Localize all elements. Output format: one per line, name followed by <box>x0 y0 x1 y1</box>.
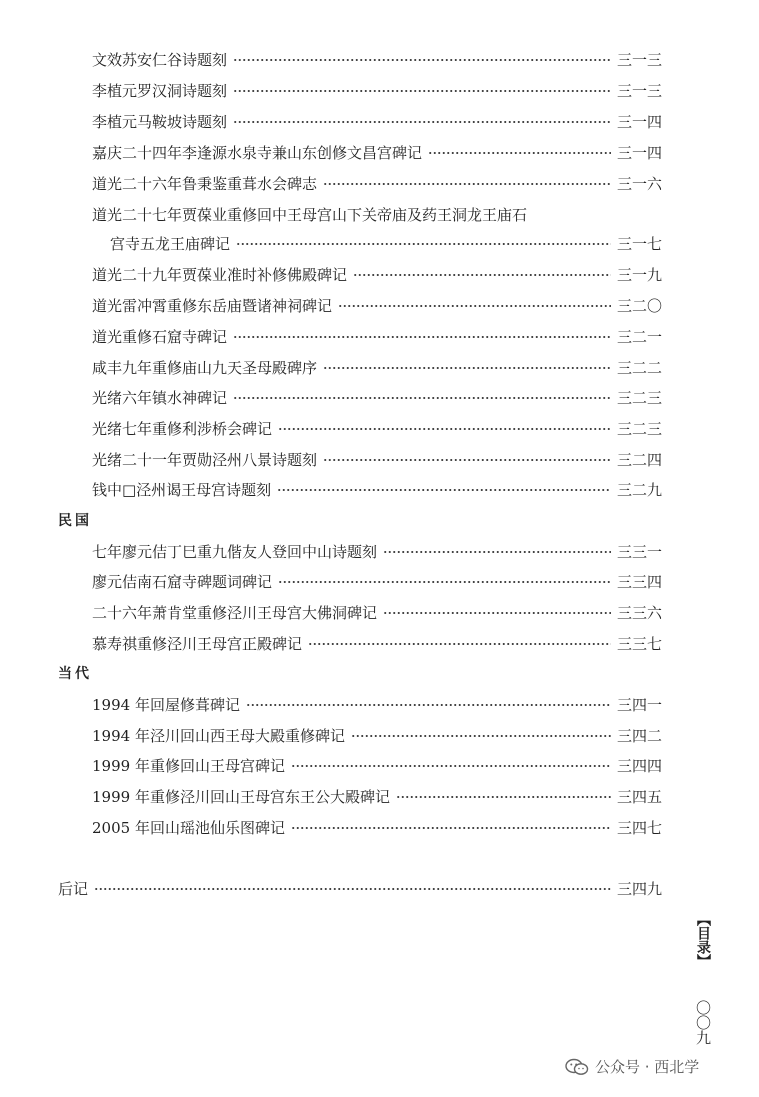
section-heading-minguo: 民国 <box>58 513 92 529</box>
watermark <box>565 1056 699 1077</box>
toc-entry <box>92 50 662 70</box>
entry-title: 钱中□泾州谒王母宫诗题刻 <box>92 481 272 499</box>
running-head: 【目录】 <box>695 912 711 968</box>
toc-entry <box>92 542 662 562</box>
entry-title: 2005 年回山瑶池仙乐图碑记 <box>92 819 285 837</box>
entry-title: 廖元佶南石窟寺碑题词碑记 <box>92 573 273 591</box>
watermark-text: 公众号 · 西北学 <box>595 1058 700 1076</box>
entry-title-line1: 道光二十七年贾葆业重修回中王母宫山下关帝庙及药王洞龙王庙石 <box>92 206 528 224</box>
toc-entry <box>92 265 662 285</box>
entry-page: 三三四 <box>616 573 662 591</box>
dot-leader <box>291 826 611 830</box>
entry-page: 三一九 <box>616 266 662 284</box>
entry-page: 三四五 <box>616 788 662 806</box>
toc-entry <box>92 726 662 746</box>
dot-leader <box>233 335 611 339</box>
entry-page: 三一三 <box>616 51 662 69</box>
dot-leader <box>94 887 611 891</box>
entry-title: 慕寿祺重修泾川王母宫正殿碑记 <box>92 635 303 653</box>
entry-page: 三四九 <box>616 880 662 898</box>
toc-entry <box>92 81 662 101</box>
toc-entry <box>92 143 662 163</box>
entry-page: 三三一 <box>616 543 662 561</box>
entry-title: 光绪六年镇水神碑记 <box>92 389 228 407</box>
toc-entry <box>92 388 662 408</box>
entry-title: 道光重修石窟寺碑记 <box>92 328 228 346</box>
toc-entry <box>92 450 662 470</box>
entry-page: 三二二 <box>616 359 662 377</box>
dot-leader <box>308 642 611 646</box>
toc-entry <box>92 787 662 807</box>
entry-title: 后记 <box>58 880 89 898</box>
entry-title: 文效苏安仁谷诗题刻 <box>92 51 228 69</box>
dot-leader <box>233 89 611 93</box>
page-number: 〇〇九 <box>694 1000 712 1045</box>
toc-entry-afterword <box>58 879 662 899</box>
entry-title: 咸丰九年重修庙山九天圣母殿碑序 <box>92 359 318 377</box>
toc-entry <box>92 419 662 439</box>
toc-entry <box>92 756 662 776</box>
dot-leader <box>323 458 611 462</box>
entry-page: 三三七 <box>616 635 662 653</box>
entry-title: 1994 年泾川回山西王母大殿重修碑记 <box>92 727 345 745</box>
toc-entry <box>110 234 662 254</box>
entry-page: 三二四 <box>616 451 662 469</box>
toc-entry <box>92 634 662 654</box>
entry-page: 三二〇 <box>616 297 662 315</box>
entry-title: 1994 年回屋修葺碑记 <box>92 696 240 714</box>
wechat-icon <box>565 1058 589 1076</box>
dot-leader <box>323 366 611 370</box>
toc-entry <box>92 327 662 347</box>
entry-title: 光绪七年重修利涉桥会碑记 <box>92 420 273 438</box>
entry-title: 1999 年重修回山王母宫碑记 <box>92 757 285 775</box>
toc-entry <box>92 695 662 715</box>
dot-leader <box>428 151 611 155</box>
entry-page: 三二三 <box>616 389 662 407</box>
dot-leader <box>383 611 611 615</box>
entry-title: 道光雷冲霄重修东岳庙暨诸神祠碑记 <box>92 297 333 315</box>
dot-leader <box>396 795 611 799</box>
dot-leader <box>323 182 611 186</box>
entry-page: 三四七 <box>616 819 662 837</box>
entry-title: 嘉庆二十四年李逢源水泉寺兼山东创修文昌宫碑记 <box>92 144 423 162</box>
dot-leader <box>383 550 611 554</box>
toc-entry <box>92 572 662 592</box>
entry-title: 李植元罗汉洞诗题刻 <box>92 82 228 100</box>
dot-leader <box>278 580 611 584</box>
dot-leader <box>291 764 611 768</box>
entry-page: 三三六 <box>616 604 662 622</box>
toc-entry <box>92 818 662 838</box>
entry-page: 三一四 <box>616 144 662 162</box>
entry-page: 三四二 <box>616 727 662 745</box>
dot-leader <box>233 396 611 400</box>
entry-page: 三一四 <box>616 113 662 131</box>
dot-leader <box>233 58 611 62</box>
entry-page: 三二九 <box>616 481 662 499</box>
dot-leader <box>338 304 611 308</box>
toc-entry <box>92 358 662 378</box>
entry-page: 三四四 <box>616 757 662 775</box>
entry-page: 三一六 <box>616 175 662 193</box>
dot-leader <box>246 703 611 707</box>
dot-leader <box>277 488 611 492</box>
entry-title: 道光二十六年鲁秉鉴重葺水会碑志 <box>92 175 318 193</box>
entry-title: 光绪二十一年贾勋泾州八景诗题刻 <box>92 451 318 469</box>
entry-page: 三二三 <box>616 420 662 438</box>
entry-title: 宫寺五龙王庙碑记 <box>110 235 231 253</box>
toc-entry <box>92 112 662 132</box>
entry-page: 三一七 <box>616 235 662 253</box>
dot-leader <box>353 273 611 277</box>
entry-title: 李植元马鞍坡诗题刻 <box>92 113 228 131</box>
dot-leader <box>351 734 611 738</box>
toc-entry <box>92 480 662 500</box>
entry-title: 道光二十九年贾葆业准时补修佛殿碑记 <box>92 266 348 284</box>
dot-leader <box>233 120 611 124</box>
toc-entry <box>92 603 662 623</box>
entry-page: 三四一 <box>616 696 662 714</box>
entry-title: 二十六年萧肯堂重修泾川王母宫大佛洞碑记 <box>92 604 378 622</box>
dot-leader <box>236 242 611 246</box>
toc-entry <box>92 296 662 316</box>
entry-page: 三一三 <box>616 82 662 100</box>
entry-title: 七年廖元佶丁巳重九偕友人登回中山诗题刻 <box>92 543 378 561</box>
toc-entry <box>92 174 662 194</box>
entry-page: 三二一 <box>616 328 662 346</box>
section-heading-dangdai: 当代 <box>58 666 92 682</box>
entry-title: 1999 年重修泾川回山王母宫东王公大殿碑记 <box>92 788 390 806</box>
dot-leader <box>278 427 611 431</box>
